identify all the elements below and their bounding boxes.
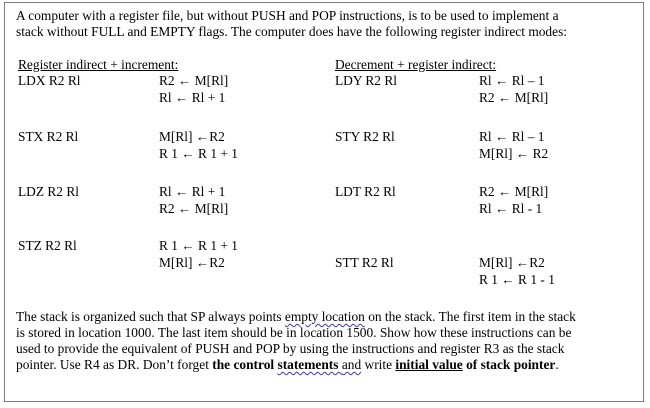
right-column-header: Decrement + register indirect: (335, 57, 497, 72)
footer-l1-empty-location: empty location (284, 309, 365, 324)
instr-sty-op2: M[Rl] ← R2 (479, 146, 549, 161)
footer-l4-of-stack-pointer: of stack pointer (462, 357, 556, 372)
instr-ldt-name: LDT R2 Rl (335, 184, 396, 199)
instr-ldy-op2: R2 ← M[Rl] (479, 90, 549, 105)
instr-ldx-name: LDX R2 Rl (18, 73, 81, 88)
instr-ldy-op1: Rl ← Rl – 1 (479, 73, 545, 88)
footer-l4-and: and (341, 357, 362, 372)
instr-ldz-op1: Rl ← Rl + 1 (159, 184, 226, 199)
footer-l1-c: on the stack. The first item in the stack (364, 309, 576, 324)
intro-line-1: A computer with a register file, but without PUSH and POP instructions, is to be used to implement a (16, 8, 559, 23)
footer-l4-control: the control (212, 357, 278, 372)
footer-line-2: is stored in location 1000. The last item should be in location 1500. Show how these instructions can be (16, 325, 572, 340)
instr-ldt-op1: R2 ← M[Rl] (479, 184, 549, 199)
footer-line-3: used to provide the equivalent of PUSH and POP by using the instructions and register R3 as the stack (16, 341, 565, 356)
footer-line-1 (16, 309, 576, 325)
instr-stt-op2: R 1 ← R 1 - 1 (479, 272, 555, 287)
instr-stx-name: STX R2 Rl (18, 129, 79, 144)
instr-stz-name: STZ R2 Rl (18, 238, 77, 253)
instr-ldt-op2: Rl ← Rl - 1 (479, 201, 543, 216)
footer-line-4 (16, 357, 559, 373)
footer-l4-statements: statements (277, 357, 342, 372)
document-frame (4, 2, 644, 402)
instr-ldx-op1: R2 ← M[Rl] (159, 73, 229, 88)
instr-stx-op2: R 1 ← R 1 + 1 (159, 146, 238, 161)
instr-ldz-name: LDZ R2 Rl (18, 184, 80, 199)
instr-sty-name: STY R2 Rl (335, 129, 395, 144)
footer-l4-a: pointer. Use R4 as DR. Don’t forget (16, 357, 213, 372)
instr-stt-name: STT R2 Rl (335, 255, 394, 270)
footer-l4-period: . (555, 357, 559, 372)
instr-stz-op2: M[Rl] ←R2 (159, 255, 225, 270)
instr-ldy-name: LDY R2 Rl (335, 73, 397, 88)
footer-l4-write: write (361, 357, 396, 372)
instr-stx-op1: M[Rl] ←R2 (159, 129, 225, 144)
instr-stz-op1: R 1 ← R 1 + 1 (159, 238, 238, 253)
instr-ldz-op2: R2 ← M[Rl] (159, 201, 229, 216)
instr-stt-op1: M[Rl] ←R2 (479, 255, 545, 270)
intro-line-2: stack without FULL and EMPTY flags. The computer does have the following register indirect modes: (16, 24, 568, 39)
footer-l1-a: The stack is organized such that SP always points (16, 309, 285, 324)
footer-l4-initial-value: initial value (395, 357, 463, 372)
left-column-header: Register indirect + increment: (18, 57, 179, 72)
instr-sty-op1: Rl ← Rl – 1 (479, 129, 545, 144)
instr-ldx-op2: Rl ← Rl + 1 (159, 90, 226, 105)
